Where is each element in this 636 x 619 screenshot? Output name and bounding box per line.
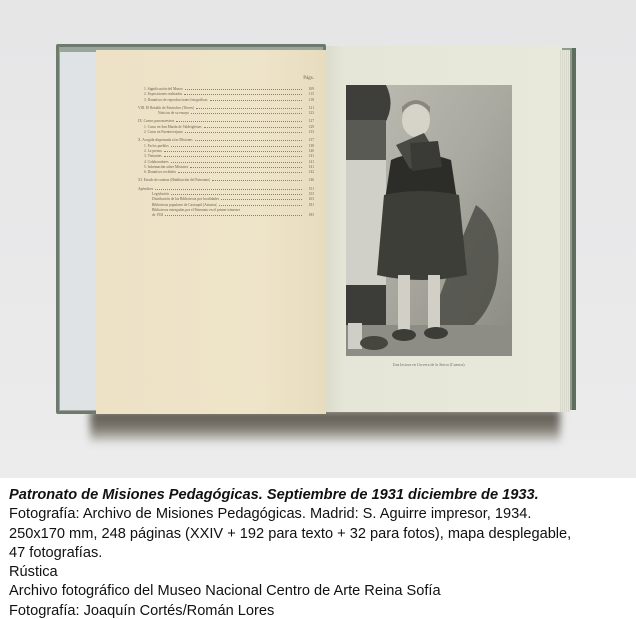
toc-page-number: 141 bbox=[308, 154, 314, 159]
toc-label: 1. Curso en San Martín de Valdeiglesias bbox=[144, 124, 202, 129]
caption-title: Patronato de Misiones Pedagógicas. Septiembre de 1931 diciembre de 1933. bbox=[9, 487, 539, 503]
toc-label: 2. Curso en Fuenteovejuna bbox=[144, 130, 183, 135]
toc-label: Distribución de las Bibliotecas por localidades bbox=[152, 197, 219, 202]
toc-leader-dots bbox=[210, 100, 302, 101]
toc-leader-dots bbox=[191, 113, 302, 114]
toc-page-number: 141 bbox=[308, 164, 314, 169]
toc-label: 4. Colaboradores bbox=[144, 159, 169, 164]
toc-page-number: 133 bbox=[308, 130, 314, 135]
toc-label: X. Acogida dispensada a las Misiones bbox=[138, 138, 193, 143]
toc-leader-dots bbox=[155, 189, 302, 190]
toc-label: 1. En los pueblos bbox=[144, 143, 169, 148]
caption-line-archive: Archivo fotográfico del Museo Nacional Centro de Arte Reina Sofía bbox=[9, 583, 441, 600]
toc-row bbox=[138, 130, 314, 135]
toc-header: Págs. bbox=[303, 76, 314, 81]
toc-label: Legislación bbox=[152, 192, 169, 197]
toc-leader-dots bbox=[165, 215, 302, 216]
toc-label: Bibliotecas populares de Castropol (Asturias) bbox=[152, 202, 218, 207]
image-caption bbox=[9, 486, 629, 619]
toc-label: 2. Exposiciones realizadas bbox=[144, 92, 183, 97]
toc-row bbox=[138, 170, 314, 175]
toc-label: 3. Donativos de reproducciones fotográficas bbox=[144, 97, 208, 102]
toc-label: 6. Donativos recibidos bbox=[144, 170, 177, 175]
caption-line-photographers: Fotografía: Joaquín Cortés/Román Lores bbox=[9, 602, 275, 619]
toc-page-number: 138 bbox=[308, 143, 314, 148]
toc-page-number: 142 bbox=[308, 170, 314, 175]
toc-leader-dots bbox=[204, 127, 302, 128]
toc-label: Noticias de su ensayo bbox=[158, 111, 190, 116]
toc-leader-dots bbox=[185, 132, 302, 133]
toc-label: 3. Visitantes bbox=[144, 154, 162, 159]
caption-line-dimensions: 250x170 mm, 248 páginas (XXIV + 192 para texto + 32 para fotos), mapa desplegable, bbox=[9, 525, 572, 542]
toc-leader-dots bbox=[196, 108, 302, 109]
toc-page-number: 115 bbox=[308, 92, 314, 97]
toc-row bbox=[138, 178, 314, 183]
caption-line-photos: 47 fotografías. bbox=[9, 544, 103, 561]
toc-leader-dots bbox=[171, 146, 302, 147]
toc-row bbox=[138, 213, 314, 218]
toc-leader-dots bbox=[195, 140, 303, 141]
toc-leader-dots bbox=[176, 121, 302, 122]
toc-label: Bibliotecas entregadas por el Patronato en el primer trimestre bbox=[152, 207, 241, 212]
toc-leader-dots bbox=[171, 194, 302, 195]
toc-page-number: 129 bbox=[308, 124, 314, 129]
toc-leader-dots bbox=[190, 167, 302, 168]
toc-row bbox=[138, 111, 314, 116]
toc-leader-dots bbox=[221, 199, 302, 200]
toc-page-number: 151 bbox=[308, 186, 314, 191]
toc-page-number: 181 bbox=[308, 202, 314, 207]
toc-leader-dots bbox=[178, 172, 302, 173]
toc-page-number: 163 bbox=[308, 197, 314, 202]
toc-page-number: 118 bbox=[308, 97, 314, 102]
plate-caption: Una lectora en Cervera de la Sierra (Cuenca). bbox=[392, 362, 466, 367]
toc-label: IX. Cursos para maestros bbox=[138, 119, 175, 124]
table-of-contents bbox=[138, 76, 314, 219]
toc-label: 2. La prensa bbox=[144, 148, 162, 153]
toc-page-number: 121 bbox=[308, 105, 314, 110]
toc-leader-dots bbox=[164, 151, 302, 152]
toc-leader-dots bbox=[171, 162, 302, 163]
toc-page-number: 123 bbox=[308, 111, 314, 116]
toc-page-number: 140 bbox=[308, 148, 314, 153]
toc-label: de 1934 bbox=[152, 213, 164, 218]
toc-leader-dots bbox=[164, 156, 302, 157]
toc-leader-dots bbox=[212, 180, 302, 181]
toc-page-number: 146 bbox=[308, 178, 314, 183]
toc-page-number: 127 bbox=[308, 119, 314, 124]
toc-page-number: 109 bbox=[308, 87, 314, 91]
caption-line-credit: Fotografía: Archivo de Misiones Pedagógicas. Madrid: S. Aguirre impresor, 1934. bbox=[9, 506, 532, 523]
toc-label: 1. Significación del Museo bbox=[144, 87, 183, 91]
plate-photo-girl-reading bbox=[346, 85, 512, 356]
toc-label: 5. Información sobre Misiones bbox=[144, 164, 189, 169]
toc-leader-dots bbox=[219, 205, 302, 206]
toc-leader-dots bbox=[185, 89, 302, 90]
toc-page-number: 183 bbox=[308, 213, 314, 218]
toc-page-number: 137 bbox=[308, 138, 314, 143]
photo-image bbox=[346, 85, 512, 356]
toc-label: VIII. El Retablo de Fantoches (Títeres) bbox=[138, 105, 195, 110]
caption-line-binding: Rústica bbox=[9, 564, 58, 581]
toc-leader-dots bbox=[184, 94, 302, 95]
toc-page-number: 141 bbox=[308, 159, 314, 164]
toc-page-number: 153 bbox=[308, 192, 314, 197]
toc-row bbox=[138, 98, 314, 103]
toc-label: Apéndices bbox=[138, 186, 154, 191]
page-edges bbox=[560, 50, 570, 412]
book-shadow bbox=[90, 410, 560, 442]
toc-label: XI. Estado de cuentas (Habilitación del Patronato) bbox=[138, 178, 211, 183]
endpaper-left bbox=[60, 52, 100, 410]
